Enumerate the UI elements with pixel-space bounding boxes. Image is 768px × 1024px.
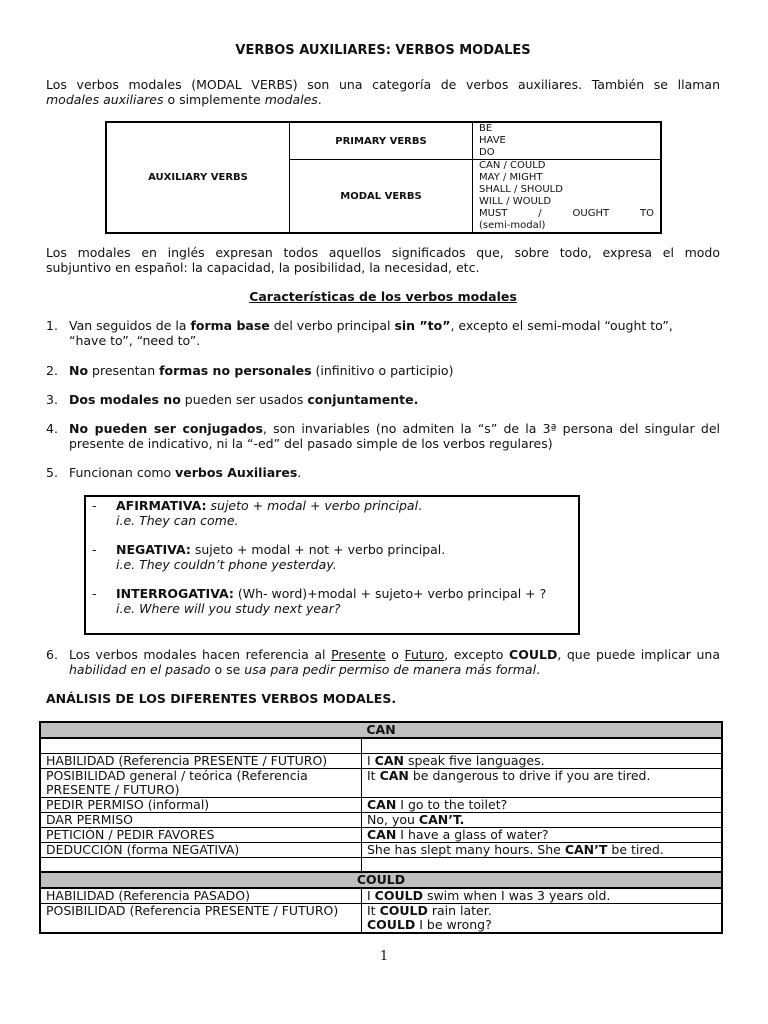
semi-modal-note: (semi-modal) [479, 220, 546, 231]
text: I be wrong? [415, 917, 492, 932]
table-row [40, 904, 722, 934]
bold-text: verbos Auxiliares [175, 465, 298, 480]
interrogative-text: (Wh- word)+modal + sujeto+ verbo principal + ? [233, 586, 547, 601]
table-row [40, 753, 722, 768]
text: , que puede implicar una [557, 647, 720, 662]
table-row [40, 827, 722, 842]
list-item [46, 647, 720, 677]
underlined-text: Futuro [404, 647, 445, 662]
example-cell [362, 768, 723, 797]
modal-verbs-cell: MODAL VERBS [290, 160, 473, 234]
analysis-heading: ANÁLISIS DE LOS DIFERENTES VERBOS MODALES. [46, 691, 397, 706]
text: speak five languages. [403, 752, 545, 768]
text: presentan [88, 363, 160, 378]
text: Funcionan como [69, 465, 176, 480]
modal-verb-must-line [479, 208, 654, 220]
affirmative-label: AFIRMATIVA: [116, 498, 207, 513]
section-title: Características de los verbos modales [249, 289, 517, 304]
list-number: 2. [46, 363, 58, 378]
text: o se [210, 662, 245, 677]
intro-italic-1: modales auxiliares [46, 92, 164, 107]
list-number: 5. [46, 465, 58, 480]
example-cell [362, 904, 723, 934]
text: No, you [367, 811, 419, 827]
table-row [40, 842, 722, 857]
text: swim when I was 3 years old. [422, 888, 611, 903]
slash: / [538, 208, 542, 219]
intro-italic-2: modales [264, 92, 318, 107]
modal-verb: CAN / COULD [479, 160, 546, 171]
affirmative-example: i.e. They can come. [116, 513, 239, 528]
list-number: 6. [46, 647, 58, 662]
modal-verbs-list [473, 160, 662, 234]
text: , excepto [444, 647, 510, 662]
intro-line-2 [46, 92, 720, 107]
text: Van seguidos de la [69, 318, 191, 333]
empty-cell [362, 738, 723, 753]
text: I [367, 888, 375, 903]
list-item [46, 392, 720, 407]
empty-cell [40, 738, 362, 753]
list-item [46, 421, 720, 451]
text: (infinitivo o participio) [311, 363, 454, 378]
modal-verb: TO [639, 208, 654, 219]
negative-item [92, 542, 445, 572]
empty-cell [362, 857, 723, 872]
modal-verb: OUGHT [572, 208, 610, 219]
text: Los verbos modales hacen referencia al [69, 647, 332, 662]
primary-verb: HAVE [479, 135, 506, 146]
page-title: VERBOS AUXILIARES: VERBOS MODALES [235, 43, 531, 58]
text: It [367, 767, 380, 783]
bold-text: formas no personales [159, 363, 312, 378]
use-cell: PETICIÓN / PEDIR FAVORES [40, 827, 362, 842]
use-cell: PEDIR PERMISO (informal) [40, 797, 362, 812]
modal-verb: MUST [479, 208, 508, 219]
example-cell [362, 888, 723, 904]
interrogative-label: INTERROGATIVA: [116, 586, 234, 601]
text: “have to”, “need to”. [69, 333, 201, 348]
modal-verb: WILL / WOULD [479, 196, 552, 207]
bold-text: COULD [374, 888, 423, 903]
affirmative-item [92, 498, 422, 528]
text: be dangerous to drive if you are tired. [408, 767, 651, 783]
bold-text: COULD [379, 903, 428, 918]
bold-text: No pueden ser conjugados [69, 421, 263, 436]
example-cell [362, 842, 723, 857]
could-header-row [40, 872, 722, 888]
text: , excepto el semi-modal “ought to”, [450, 318, 673, 333]
bold-text: CAN [367, 826, 397, 842]
italic-text: habilidad en el pasado [69, 662, 211, 677]
table-row [40, 738, 722, 753]
text: del verbo principal [269, 318, 395, 333]
text: She has slept many hours. She [367, 841, 565, 857]
example-cell [362, 797, 723, 812]
bold-text: COULD [509, 647, 558, 662]
use-cell: DEDUCCIÓN (forma NEGATIVA) [40, 842, 362, 857]
auxiliary-verbs-table [105, 121, 662, 234]
bold-text: No [69, 363, 89, 378]
intro-text: Los verbos modales (MODAL VERBS) son una categoría de verbos auxiliares. También se llaman [46, 77, 720, 92]
primary-verbs-cell: PRIMARY VERBS [290, 122, 473, 160]
primary-verbs-list [473, 122, 662, 160]
text: I [367, 752, 375, 768]
list-number: 3. [46, 392, 58, 407]
bold-text: conjuntamente. [307, 392, 419, 407]
text: , son invariables (no admiten la “s” de la 3ª persona del singular del [262, 421, 720, 436]
bold-text: CAN’T. [418, 811, 465, 827]
dash: - [92, 542, 97, 557]
table-row [40, 768, 722, 797]
use-cell: DAR PERMISO [40, 812, 362, 827]
use-cell: POSIBILIDAD general / teórica (Referencia PRESENTE / FUTURO) [40, 768, 362, 797]
interrogative-item [92, 586, 546, 616]
list-number: 4. [46, 421, 58, 436]
text: be tired. [607, 841, 664, 857]
empty-cell [40, 857, 362, 872]
list-item [46, 465, 720, 480]
text: pueden ser usados [180, 392, 308, 407]
text: I have a glass of water? [396, 826, 549, 842]
bold-text: CAN [379, 767, 409, 783]
text: . [536, 662, 541, 677]
text: rain later. [427, 903, 492, 918]
italic-text: usa para pedir permiso de manera más formal [244, 662, 537, 677]
negative-label: NEGATIVA: [116, 542, 191, 557]
bold-text: forma base [190, 318, 270, 333]
use-cell: POSIBILIDAD (Referencia PRESENTE / FUTURO) [40, 904, 362, 934]
list-item [46, 363, 720, 378]
bold-text: CAN [374, 752, 404, 768]
underlined-text: Presente [331, 647, 386, 662]
auxiliary-verbs-cell: AUXILIARY VERBS [106, 122, 290, 233]
negative-example: i.e. They couldn’t phone yesterday. [116, 557, 337, 572]
dash: - [92, 498, 97, 513]
primary-verb: DO [479, 147, 495, 158]
sentence-structure-box [84, 495, 580, 635]
para2-line-2: subjuntivo en español: la capacidad, la posibilidad, la necesidad, etc. [46, 260, 480, 275]
table-row [40, 797, 722, 812]
intro-mid: o simplemente [163, 92, 265, 107]
page-number: 1 [379, 949, 389, 964]
example-cell [362, 812, 723, 827]
could-header: COULD [40, 872, 722, 888]
bold-text: CAN’T [564, 841, 608, 857]
can-header: CAN [40, 722, 722, 738]
bold-text: Dos modales no [69, 392, 181, 407]
table-row [40, 888, 722, 904]
modal-verb: SHALL / SHOULD [479, 184, 563, 195]
affirmative-text: sujeto + modal + verbo principal [206, 498, 419, 513]
text: . [297, 465, 302, 480]
use-cell: HABILIDAD (Referencia PRESENTE / FUTURO) [40, 753, 362, 768]
table-row [40, 857, 722, 872]
text: I go to the toilet? [396, 796, 508, 812]
list-number: 1. [46, 318, 58, 333]
bold-text: CAN [367, 796, 397, 812]
example-cell [362, 753, 723, 768]
interrogative-example: i.e. Where will you study next year? [116, 601, 341, 616]
text: presente de indicativo, ni la “-ed” del pasado simple de los verbos regulares) [69, 436, 553, 451]
bold-text: sin ”to” [394, 318, 451, 333]
text: . [418, 498, 423, 513]
can-header-row [40, 722, 722, 738]
modal-verbs-analysis-table [39, 721, 723, 934]
modal-verb: MAY / MIGHT [479, 172, 543, 183]
bold-text: COULD [367, 917, 416, 932]
table-row [40, 812, 722, 827]
negative-text: sujeto + modal + not + verbo principal. [190, 542, 446, 557]
dash: - [92, 586, 97, 601]
example-cell [362, 827, 723, 842]
para2-line-1: Los modales en inglés expresan todos aquellos significados que, sobre todo, expresa el modo [46, 245, 720, 260]
text: It [367, 903, 380, 918]
list-item [46, 318, 720, 348]
primary-verb: BE [479, 123, 493, 134]
use-cell: HABILIDAD (Referencia PASADO) [40, 888, 362, 904]
intro-end: . [317, 92, 322, 107]
text: o [385, 647, 405, 662]
intro-line-1 [46, 77, 720, 92]
